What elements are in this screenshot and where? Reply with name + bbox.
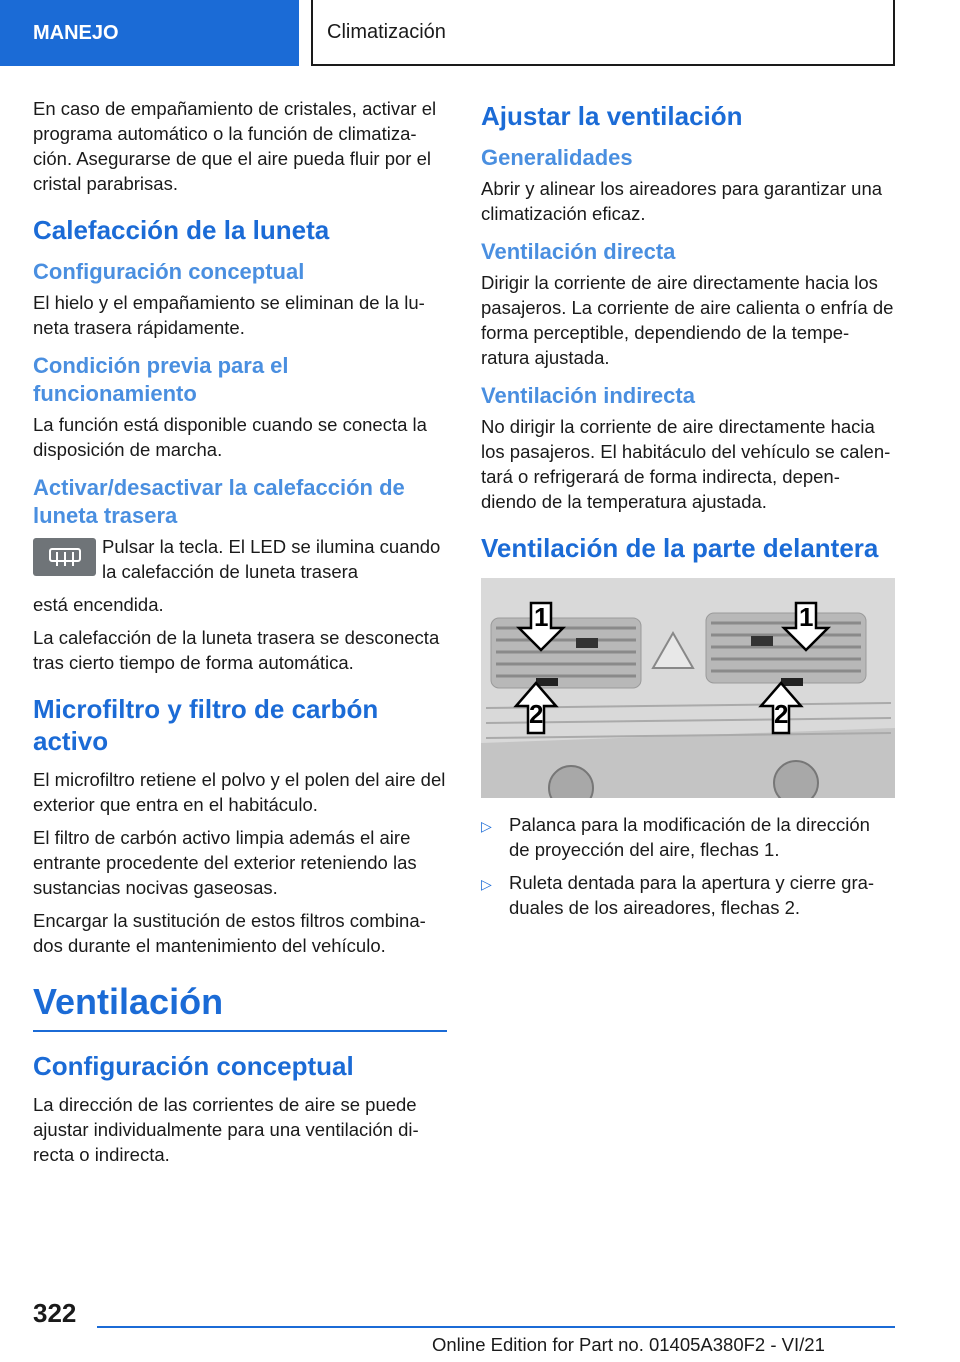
photo-label-2-right: 2 [774,699,789,729]
paragraph-directa: Dirigir la corriente de aire directamente hacia los pasajeros. La corriente de aire calienta o enfría de forma perceptible, dependiendo de la tempe-ratura ajustada. [481,272,894,368]
right-column [481,96,895,928]
heading-delantera: Ventilación de la parte delantera [481,533,879,563]
chapter-tab [311,0,895,66]
heading-indirecta: Ventilación indirecta [481,383,695,408]
bullet-text: Ruleta dentada para la apertura y cierre gra-duales de los aireadores, flechas 2. [509,872,875,918]
section-tab [0,0,299,66]
paragraph-indirecta: No dirigir la corriente de aire directamente hacia los pasajeros. El habitáculo del vehículo se calen-tará o refrigerará de forma indirecta, depen-diendo de la temperatura ajustada. [481,416,891,512]
paragraph-micro-2: El filtro de carbón activo limpia además el aire entrante procedente del exterior reteniendo las sustancias nocivas gaseosas. [33,827,417,898]
heading-condicion: Condición previa para el funcionamiento [33,353,289,406]
chapter-title: Climatización [327,20,446,43]
vent-photo [481,578,895,798]
heading-config-2: Configuración conceptual [33,1051,354,1081]
bullet-item [481,812,895,862]
paragraph-pulsar: Pulsar la tecla. El LED se ilumina cuando la calefacción de luneta trasera [102,536,441,582]
paragraph-micro-1: El microfiltro retiene el polvo y el polen del aire del exterior que entra en el habitáculo. [33,769,446,815]
left-column [33,96,447,1175]
photo-label-1-left: 1 [534,602,549,632]
edition-text: Online Edition for Part no. 01405A380F2 - VI/21 [432,1334,825,1355]
bullet-item [481,870,895,920]
paragraph-generalidades: Abrir y alinear los aireadores para garantizar una climatización eficaz. [481,178,883,224]
paragraph-config-2: La dirección de las corrientes de aire se puede ajustar individualmente para una ventilación di-recta o indirecta. [33,1094,419,1165]
bullet-text: Palanca para la modificación de la dirección de proyección del aire, flechas 1. [509,814,870,860]
triangle-bullet-icon: ▷ [481,818,492,834]
section-title: MANEJO [33,21,119,44]
heading-ventilacion: Ventilación [33,981,224,1022]
photo-label-2-left: 2 [529,699,544,729]
paragraph-pulsar-cont: está encendida. [33,594,164,615]
heading-microfiltro: Microfiltro y filtro de carbón activo [33,694,379,756]
photo-label-1-right: 1 [799,602,814,632]
heading-config-1: Configuración conceptual [33,259,305,284]
heading-activar: Activar/desactivar la calefacción de luneta trasera [33,475,405,528]
intro-paragraph: En caso de empañamiento de cristales, activar el programa automático o la función de climatiza-ción. Asegurarse de que el aire pueda fluir por el cristal parabrisas. [33,98,437,194]
rear-defrost-icon [33,538,96,576]
key-instruction [33,534,447,592]
heading-calefaccion: Calefacción de la luneta [33,215,330,245]
paragraph-config-1: El hielo y el empañamiento se eliminan de la lu-neta trasera rápidamente. [33,292,425,338]
heading-directa: Ventilación directa [481,239,676,264]
heading-ajustar: Ajustar la ventilación [481,101,743,131]
heading-rule [33,1030,447,1032]
paragraph-desconecta: La calefacción de la luneta trasera se desconecta tras cierto tiempo de forma automática. [33,627,440,673]
triangle-bullet-icon: ▷ [481,876,492,892]
page-number: 322 [33,1298,77,1328]
paragraph-condicion: La función está disponible cuando se conecta la disposición de marcha. [33,414,427,460]
heading-generalidades: Generalidades [481,145,633,170]
paragraph-micro-3: Encargar la sustitución de estos filtros combina-dos durante el mantenimiento del vehículo. [33,910,426,956]
footer-rule [97,1326,895,1328]
